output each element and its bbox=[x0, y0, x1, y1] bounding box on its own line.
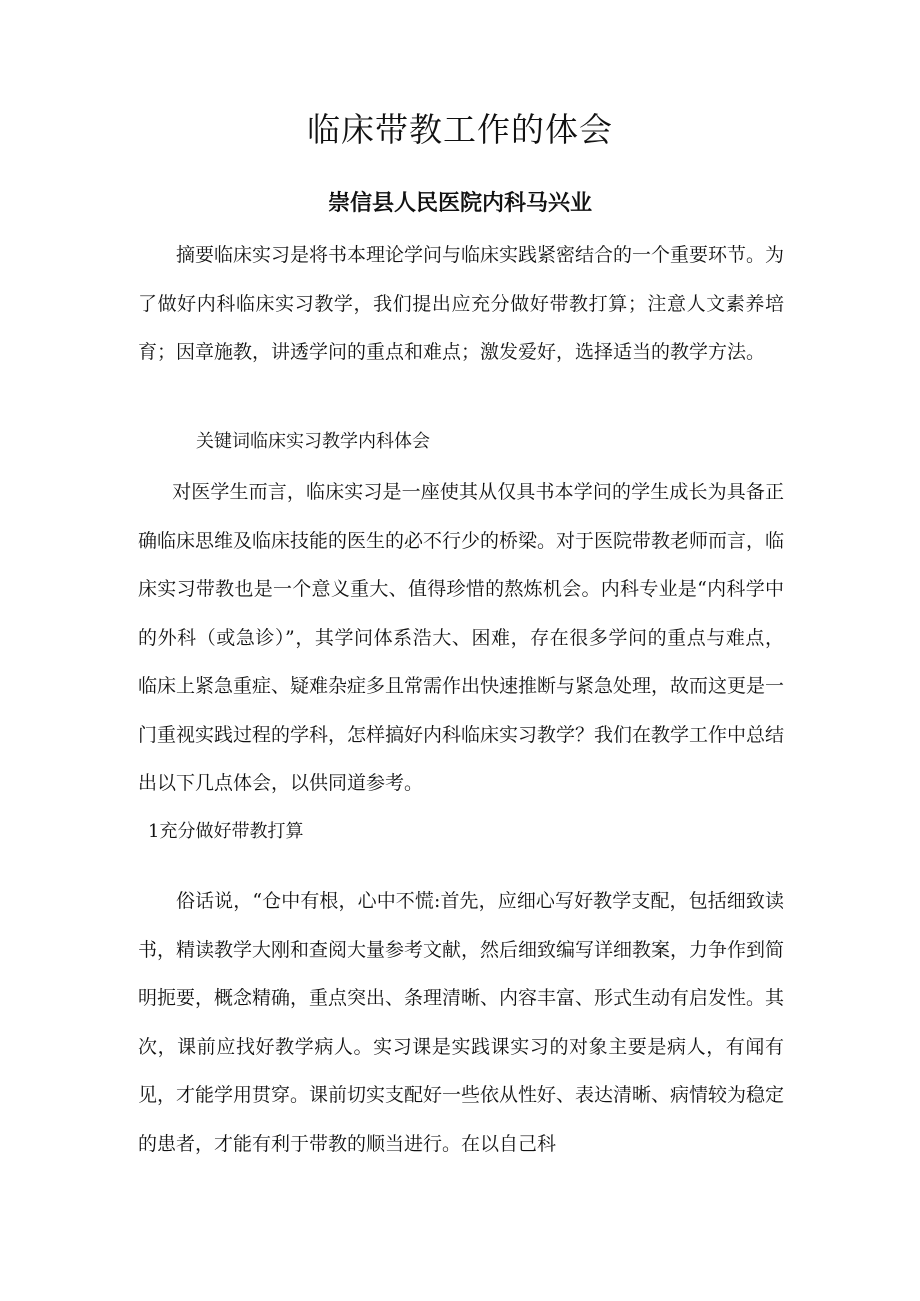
section-heading: 1充分做好带教打算 bbox=[148, 821, 304, 842]
author-line: 崇信县人民医院内科马兴业 bbox=[327, 191, 592, 216]
document-title: 临床带教工作的体会 bbox=[307, 110, 613, 149]
abstract-paragraph: 摘要临床实习是将书本理论学问与临床实践紧密结合的一个重要环节。为了做好内科临床实习教学，我们提出应充分做好带教打算；注意人文素养培育；因章施教，讲透学问的重点和难点；激发爱好，选择适当的教学方法。 bbox=[138, 244, 785, 363]
intro-paragraph: 对医学生而言，临床实习是一座使其从仅具书本学问的学生成长为具备正确临床思维及临床技能的医生的必不行少的桥梁。对于医院带教老师而言，临床实习带教也是一个意义重大、值得珍惜的熬炼机会。内科专业是“内科学中的外科（或急诊）”，其学问体系浩大、困难，存在很多学问的重点与难点，临床上紧急重症、疑难杂症多且常需作出快速推断与紧急处理，故而这更是一门重视实践过程的学科，怎样搞好内科临床实习教学？我们在教学工作中总结出以下几点体会，以供同道参考。 bbox=[138, 481, 785, 794]
keywords-line: 关键词临床实习教学内科体会 bbox=[196, 431, 430, 452]
section-paragraph: 俗话说，“仓中有根，心中不慌:首先，应细心写好教学支配，包括细致读书，精读教学大刚和查阅大量参考文献，然后细致编写详细教案，力争作到简明扼要，概念精确，重点突出、条理清晰、内容丰富、形式生动有启发性。其次，课前应找好教学病人。实习课是实践课实习的对象主要是病人，有闻有见，才能学用贯穿。课前切实支配好一些依从性好、表达清晰、病情较为稳定的患者，才能有利于带教的顺当进行。在以自己科 bbox=[138, 890, 785, 1155]
